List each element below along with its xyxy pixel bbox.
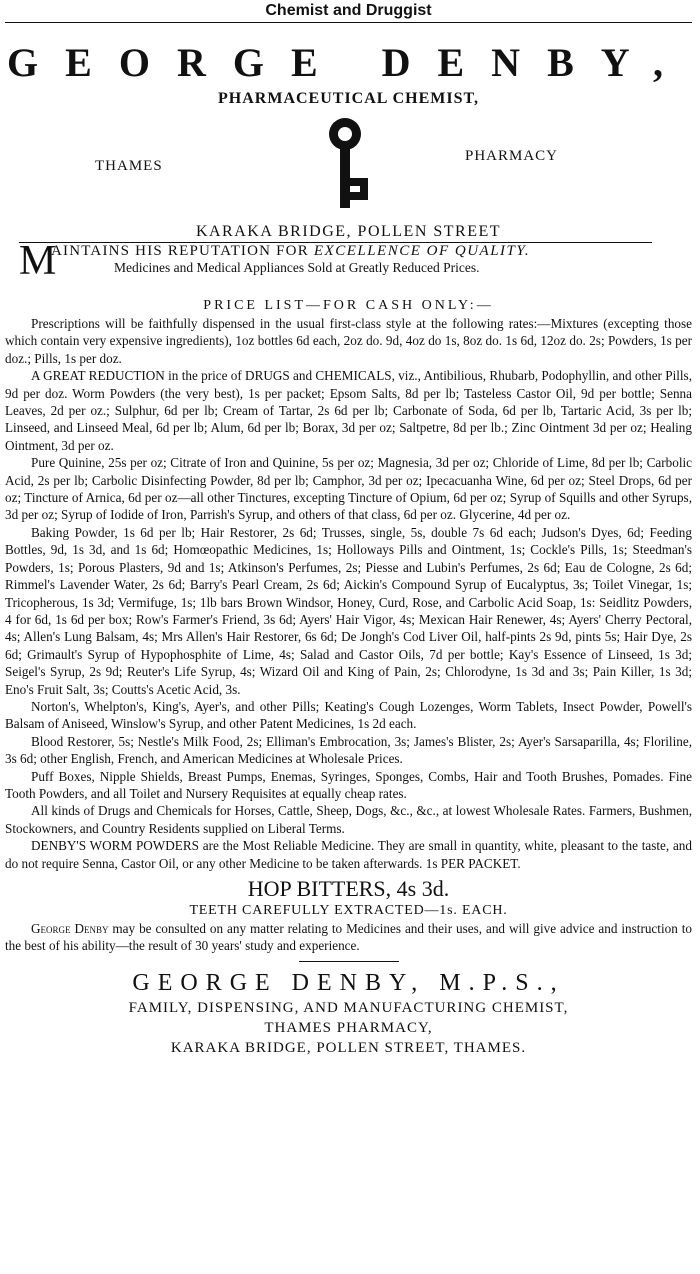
drop-cap: M bbox=[19, 238, 57, 284]
maintains-text: AINTAINS HIS REPUTATION FOR bbox=[51, 243, 314, 259]
price-list-heading: PRICE LIST—FOR CASH ONLY:— bbox=[203, 298, 494, 313]
paragraph-quinine: Pure Quinine, 25s per oz; Citrate of Iron and Quinine, 5s per oz; Magnesia, 3d per oz; Chloride of Lime, 8d per lb; Carbolic Acid, 2s per lb; Carbolic Disinfecting Powder, 8d per lb; Camphor, 3d per oz; Ipecacuanha Wine, 6d per oz; Steel Drops, 6d per oz; Tincture of Arnica, 6d per oz—all other Tinctures, excepting Tincture of Opium, 6d per oz; Syrup of Squills and other Syrups, 3d per oz; Syrup of Iodide of Iron, Parrish's Syrup, and others of that class, 6d per oz. Glycerine, 4d per oz. bbox=[5, 455, 692, 523]
section-header: Chemist and Druggist bbox=[5, 0, 692, 23]
maintains-subline: Medicines and Medical Appliances Sold at Greatly Reduced Prices. bbox=[114, 260, 480, 275]
footer-name: GEORGE DENBY, M.P.S., bbox=[132, 969, 565, 996]
consult-text: may be consulted on any matter relating to Medicines and their uses, and will give advice and instruction to the best of his ability—the result of 30 years' study and experience. bbox=[5, 921, 692, 954]
footer-line-3: KARAKA BRIDGE, POLLEN STREET, THAMES. bbox=[170, 1039, 527, 1056]
paragraph-blood-restorer: Blood Restorer, 5s; Nestle's Milk Food, 2s; Elliman's Embrocation, 3s; James's Blister, 2s; Ayer's Sarsaparilla, 4s; Floriline, 3s 6d; other English, French, and American Medicines at Wholesale Prices. bbox=[5, 733, 692, 767]
paragraph-pills: Norton's, Whelpton's, King's, Ayer's, and other Pills; Keating's Cough Lozenges, Worm Tablets, Insect Powder, Powell's Balsam of Aniseed, Winslow's Syrup, and other Patent Medicines, 1s 2d each. bbox=[5, 698, 692, 732]
paragraph-prescriptions: Prescriptions will be faithfully dispensed in the usual first-class style at the following rates:—Mixtures (excepting those which contain very expensive ingredients), 1oz bottles 6d each, 2oz do. 9d, 4oz do 1s, 8oz do. 1s 6d, 12oz do. 2s; Powders, 1s per doz.; Pills, 1s per doz. bbox=[5, 316, 692, 366]
paragraph-worm-powders: DENBY'S WORM POWDERS are the Most Reliable Medicine. They are small in quantity, white, pleasant to the taste, and do not require Senna, Castor Oil, or any other Medicine to be taken afterwards. 1s PER PACKET. bbox=[5, 838, 692, 871]
paragraph-horses: All kinds of Drugs and Chemicals for Horses, Cattle, Sheep, Dogs, &c., &c., at lowest Wholesale Rates. Farmers, Bushmen, Stockowners, and Country Residents supplied on Liberal Terms. bbox=[5, 803, 692, 836]
business-subtitle: PHARMACEUTICAL CHEMIST, bbox=[218, 90, 479, 107]
logo-label-left: THAMES bbox=[95, 158, 163, 174]
logo-row bbox=[5, 110, 692, 218]
teeth-extraction: TEETH CAREFULLY EXTRACTED—1s. EACH. bbox=[189, 903, 508, 918]
consult-name: George Denby bbox=[31, 921, 109, 936]
maintains-line bbox=[51, 243, 530, 260]
divider bbox=[299, 961, 399, 962]
consult-block bbox=[5, 920, 692, 955]
paragraph-baking-powder: Baking Powder, 1s 6d per lb; Hair Restorer, 2s 6d; Trusses, single, 5s, double 7s 6d each; Judson's Dyes, 6d; Feeding Bottles, 9d, 1s 3d, and 1s 6d; Homœopathic Medicines, 1s; Holloways Pills and Ointment, 1s; Cockle's Pills, 1s; Steedman's Powders, 1s; Porous Plasters, 9d and 1s; Atkinson's Perfumes, 2s; Piesse and Lubin's Perfumes, 2s 6d; Eau de Cologne, 2s 6d; Rimmel's Lavender Water, 2s 6d; Barry's Pearl Cream, 2s 6d; Aickin's Compound Syrup of Eucalyptus, 3s; Toilet Vinegar, 1s; Tricopherous, 1s 3d; Vermifuge, 1s; 1lb bars Brown Windsor, Honey, Curd, Rose, and Carbolic Acid Soap, 1s: Seidlitz Powders, 4 for 6d, 1s 6d per box; Row's Farmer's Friend, 3s 6d; Ayers' Hair Vigor, 4s; Mexican Hair Renewer, 4s; Ayers' Cherry Pectoral, 4s; Allen's Lung Balsam, 4s; Mrs Allen's Hair Restorer, 6s 6d; De Jongh's Cod Liver Oil, half-pints 2s 9d, pints 5s; Hair Dye, 2s 6d; Grimault's Syrup of Hypophosphite of Lime, 4s; Salad and Castor Oils, 7d per bottle; Kay's Essence of Linseed, 1s 3d; Seigel's Syrup, 2s 9d; Reuter's Life Syrup, 4s; Wizard Oil and King of Pain, 2s; Chlorodyne, 1s 3d and 3s; Pain Killer, 1s 3d; Eno's Fruit Salt, 3s; Coutts's Acetic Acid, 3s. bbox=[5, 524, 692, 697]
price-list-body bbox=[5, 315, 692, 872]
excellence-text: EXCELLENCE OF QUALITY. bbox=[313, 243, 531, 259]
consult-paragraph bbox=[5, 920, 692, 955]
paragraph-reduction: A GREAT REDUCTION in the price of DRUGS and CHEMICALS, viz., Antibilious, Rhubarb, Podophyllin, and other Pills, 9d per doz. Worm Powders (the very best), 1s per packet; Epsom Salts, 8d per lb; Tasteless Castor Oil, 9d per bottle; Senna Leaves, 2d per oz.; Sulphur, 6d per lb; Cream of Tartar, 2s 6d per lb; Carbonate of Soda, 6d per lb, Tartaric Acid, 3s per lb; Linseed, and Linseed Meal, 6d per lb; Alum, 6d per lb; Borax, 3d per oz; Saltpetre, 8d per lb.; Zinc Ointment 3d per oz; Healing Ointment, 3d per oz. bbox=[5, 368, 692, 453]
paragraph-toilet: Puff Boxes, Nipple Shields, Breast Pumps, Enemas, Syringes, Sponges, Combs, Hair and Tooth Brushes, Pomades. Fine Tooth Powders, and all Toilet and Nursery Requisites at equally cheap rates. bbox=[5, 768, 692, 801]
footer-line-1: FAMILY, DISPENSING, AND MANUFACTURING CHEMIST, bbox=[128, 999, 569, 1016]
maintains-block bbox=[19, 238, 652, 284]
business-name: GEORGE DENBY, bbox=[7, 40, 690, 85]
address: KARAKA BRIDGE, POLLEN STREET bbox=[195, 223, 502, 240]
footer-line-2: THAMES PHARMACY, bbox=[264, 1019, 433, 1036]
logo-label-right: PHARMACY bbox=[465, 148, 559, 164]
key-icon bbox=[305, 112, 385, 216]
hop-bitters: HOP BITTERS, 4s 3d. bbox=[247, 876, 450, 901]
